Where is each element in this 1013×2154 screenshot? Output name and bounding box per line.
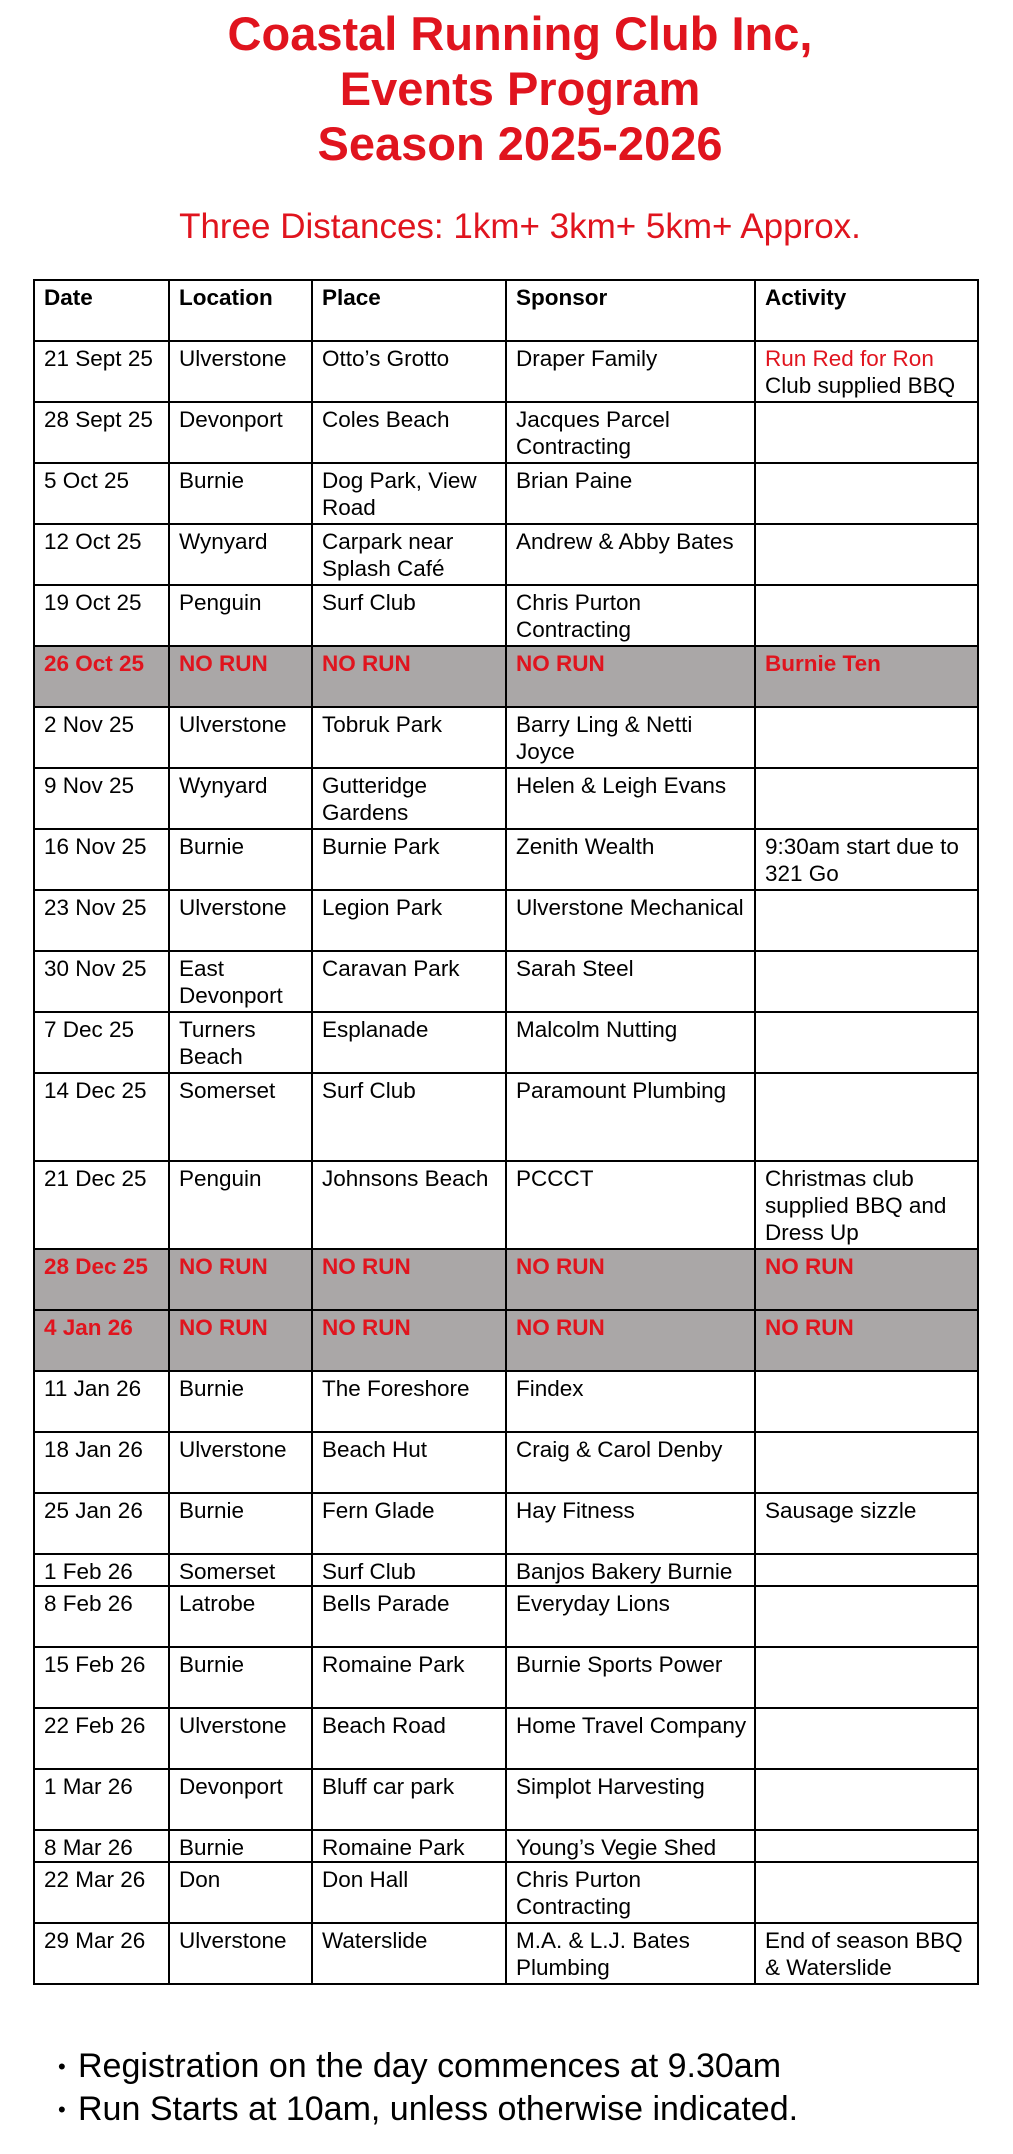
- cell-place: Legion Park: [312, 890, 506, 951]
- cell-activity: [755, 1586, 978, 1647]
- cell-place: Surf Club: [312, 585, 506, 646]
- cell-sponsor: PCCCT: [506, 1161, 755, 1249]
- cell-place: Caravan Park: [312, 951, 506, 1012]
- table-row: [34, 1432, 978, 1493]
- table-row: [34, 341, 978, 402]
- cell-sponsor: Helen & Leigh Evans: [506, 768, 755, 829]
- cell-place: Beach Road: [312, 1708, 506, 1769]
- cell-activity: [755, 585, 978, 646]
- table-row: [34, 1310, 978, 1371]
- table-row: [34, 1830, 978, 1862]
- table-row: [34, 1371, 978, 1432]
- cell-place: NO RUN: [312, 646, 506, 707]
- cell-place: Otto’s Grotto: [312, 341, 506, 402]
- cell-date: 2 Nov 25: [34, 707, 169, 768]
- cell-activity: [755, 1830, 978, 1862]
- table-row: [34, 768, 978, 829]
- cell-date: 21 Dec 25: [34, 1161, 169, 1249]
- cell-date: 30 Nov 25: [34, 951, 169, 1012]
- table-row: [34, 1708, 978, 1769]
- table-row: [34, 1647, 978, 1708]
- cell-date: 8 Mar 26: [34, 1830, 169, 1862]
- cell-location: Ulverstone: [169, 890, 312, 951]
- events-table: [33, 279, 979, 1985]
- cell-activity: 9:30am start due to 321 Go: [755, 829, 978, 890]
- table-row: [34, 890, 978, 951]
- table-row: [34, 1073, 978, 1161]
- cell-sponsor: Ulverstone Mechanical: [506, 890, 755, 951]
- cell-sponsor: NO RUN: [506, 646, 755, 707]
- table-row: [34, 1862, 978, 1923]
- cell-sponsor: M.A. & L.J. Bates Plumbing: [506, 1923, 755, 1984]
- cell-activity: [755, 1432, 978, 1493]
- cell-activity: [755, 1769, 978, 1830]
- cell-location: Penguin: [169, 585, 312, 646]
- cell-place: Carpark near Splash Café: [312, 524, 506, 585]
- list-item: [58, 2045, 798, 2088]
- column-header-location: Location: [169, 280, 312, 341]
- note-start-time: Run Starts at 10am, unless otherwise indicated.: [78, 2090, 799, 2128]
- cell-date: 5 Oct 25: [34, 463, 169, 524]
- cell-location: Ulverstone: [169, 707, 312, 768]
- cell-location: Don: [169, 1862, 312, 1923]
- cell-place: NO RUN: [312, 1249, 506, 1310]
- column-header-activity: Activity: [755, 280, 978, 341]
- cell-activity: Christmas club supplied BBQ and Dress Up: [755, 1161, 978, 1249]
- cell-sponsor: Malcolm Nutting: [506, 1012, 755, 1073]
- table-row: [34, 829, 978, 890]
- table-row: [34, 1249, 978, 1310]
- cell-sponsor: NO RUN: [506, 1249, 755, 1310]
- distances-subtitle: Three Distances: 1km+ 3km+ 5km+ Approx.: [179, 207, 861, 246]
- cell-location: Burnie: [169, 1493, 312, 1554]
- cell-date: 26 Oct 25: [34, 646, 169, 707]
- cell-location: NO RUN: [169, 1310, 312, 1371]
- cell-activity: [755, 1647, 978, 1708]
- cell-date: 28 Dec 25: [34, 1249, 169, 1310]
- cell-activity: [755, 1012, 978, 1073]
- cell-place: Romaine Park: [312, 1647, 506, 1708]
- list-item: [58, 2088, 798, 2131]
- table-row: [34, 707, 978, 768]
- cell-place: Don Hall: [312, 1862, 506, 1923]
- title-line-2: Events Program: [339, 62, 701, 115]
- note-registration: Registration on the day commences at 9.30am: [78, 2047, 782, 2085]
- cell-activity: [755, 1862, 978, 1923]
- cell-date: 1 Mar 26: [34, 1769, 169, 1830]
- cell-sponsor: Chris Purton Contracting: [506, 1862, 755, 1923]
- cell-activity: [755, 1073, 978, 1161]
- table-row: [34, 951, 978, 1012]
- cell-activity: NO RUN: [755, 1249, 978, 1310]
- cell-activity: [755, 1371, 978, 1432]
- cell-location: Wynyard: [169, 768, 312, 829]
- cell-activity: [755, 524, 978, 585]
- cell-place: Beach Hut: [312, 1432, 506, 1493]
- cell-date: 11 Jan 26: [34, 1371, 169, 1432]
- cell-location: Burnie: [169, 463, 312, 524]
- cell-date: 19 Oct 25: [34, 585, 169, 646]
- cell-activity: Sausage sizzle: [755, 1493, 978, 1554]
- cell-date: 22 Mar 26: [34, 1862, 169, 1923]
- cell-date: 7 Dec 25: [34, 1012, 169, 1073]
- table-row: [34, 1012, 978, 1073]
- cell-place: Romaine Park: [312, 1830, 506, 1862]
- cell-location: Penguin: [169, 1161, 312, 1249]
- cell-activity: [755, 341, 978, 402]
- cell-date: 22 Feb 26: [34, 1708, 169, 1769]
- cell-date: 8 Feb 26: [34, 1586, 169, 1647]
- cell-date: 14 Dec 25: [34, 1073, 169, 1161]
- cell-location: Ulverstone: [169, 1432, 312, 1493]
- cell-location: Latrobe: [169, 1586, 312, 1647]
- table-row: [34, 1493, 978, 1554]
- column-header-date: Date: [34, 280, 169, 341]
- cell-date: 9 Nov 25: [34, 768, 169, 829]
- cell-sponsor: Barry Ling & Netti Joyce: [506, 707, 755, 768]
- cell-place: The Foreshore: [312, 1371, 506, 1432]
- cell-activity: [755, 1708, 978, 1769]
- cell-sponsor: Zenith Wealth: [506, 829, 755, 890]
- table-row: [34, 1554, 978, 1586]
- cell-location: East Devonport: [169, 951, 312, 1012]
- cell-sponsor: Everyday Lions: [506, 1586, 755, 1647]
- table-row: [34, 646, 978, 707]
- cell-date: 15 Feb 26: [34, 1647, 169, 1708]
- cell-place: Johnsons Beach: [312, 1161, 506, 1249]
- cell-sponsor: Hay Fitness: [506, 1493, 755, 1554]
- table-row: [34, 524, 978, 585]
- notes-list: [58, 2045, 798, 2131]
- cell-place: Fern Glade: [312, 1493, 506, 1554]
- cell-location: Somerset: [169, 1073, 312, 1161]
- cell-date: 21 Sept 25: [34, 341, 169, 402]
- page-title: [0, 6, 1013, 171]
- cell-place: Bluff car park: [312, 1769, 506, 1830]
- bullet-icon: •: [58, 2054, 66, 2079]
- cell-activity: [755, 951, 978, 1012]
- cell-place: Dog Park, View Road: [312, 463, 506, 524]
- cell-sponsor: Findex: [506, 1371, 755, 1432]
- cell-location: Devonport: [169, 1769, 312, 1830]
- cell-sponsor: Craig & Carol Denby: [506, 1432, 755, 1493]
- cell-location: Burnie: [169, 1371, 312, 1432]
- cell-sponsor: Home Travel Company: [506, 1708, 755, 1769]
- cell-date: 4 Jan 26: [34, 1310, 169, 1371]
- cell-location: Burnie: [169, 1830, 312, 1862]
- cell-location: NO RUN: [169, 646, 312, 707]
- cell-sponsor: Andrew & Abby Bates: [506, 524, 755, 585]
- cell-location: Burnie: [169, 829, 312, 890]
- cell-place: Tobruk Park: [312, 707, 506, 768]
- table-row: [34, 402, 978, 463]
- title-line-1: Coastal Running Club Inc,: [227, 7, 813, 60]
- cell-activity: End of season BBQ & Waterslide: [755, 1923, 978, 1984]
- cell-date: 16 Nov 25: [34, 829, 169, 890]
- activity-text: Club supplied BBQ: [765, 373, 956, 398]
- cell-activity: [755, 1554, 978, 1586]
- cell-date: 1 Feb 26: [34, 1554, 169, 1586]
- cell-sponsor: Burnie Sports Power: [506, 1647, 755, 1708]
- cell-date: 23 Nov 25: [34, 890, 169, 951]
- cell-sponsor: Paramount Plumbing: [506, 1073, 755, 1161]
- cell-place: Waterslide: [312, 1923, 506, 1984]
- column-header-sponsor: Sponsor: [506, 280, 755, 341]
- cell-date: 28 Sept 25: [34, 402, 169, 463]
- cell-sponsor: Chris Purton Contracting: [506, 585, 755, 646]
- table-header-row: [34, 280, 978, 341]
- cell-activity: [755, 402, 978, 463]
- cell-date: 29 Mar 26: [34, 1923, 169, 1984]
- cell-sponsor: Brian Paine: [506, 463, 755, 524]
- cell-sponsor: Simplot Harvesting: [506, 1769, 755, 1830]
- cell-location: Burnie: [169, 1647, 312, 1708]
- activity-highlight: Run Red for Ron: [765, 346, 934, 371]
- cell-date: 18 Jan 26: [34, 1432, 169, 1493]
- table-row: [34, 585, 978, 646]
- cell-sponsor: Banjos Bakery Burnie: [506, 1554, 755, 1586]
- cell-activity: [755, 463, 978, 524]
- cell-activity: Burnie Ten: [755, 646, 978, 707]
- cell-location: NO RUN: [169, 1249, 312, 1310]
- cell-date: 25 Jan 26: [34, 1493, 169, 1554]
- column-header-place: Place: [312, 280, 506, 341]
- cell-date: 12 Oct 25: [34, 524, 169, 585]
- table-row: [34, 1769, 978, 1830]
- cell-activity: NO RUN: [755, 1310, 978, 1371]
- cell-sponsor: Sarah Steel: [506, 951, 755, 1012]
- table-row: [34, 1923, 978, 1984]
- cell-location: Turners Beach: [169, 1012, 312, 1073]
- cell-location: Somerset: [169, 1554, 312, 1586]
- cell-place: Esplanade: [312, 1012, 506, 1073]
- cell-sponsor: NO RUN: [506, 1310, 755, 1371]
- cell-sponsor: Young’s Vegie Shed: [506, 1830, 755, 1862]
- cell-location: Ulverstone: [169, 341, 312, 402]
- table-row: [34, 463, 978, 524]
- cell-location: Devonport: [169, 402, 312, 463]
- cell-sponsor: Draper Family: [506, 341, 755, 402]
- title-line-3: Season 2025-2026: [317, 117, 723, 170]
- bullet-icon: •: [58, 2097, 66, 2122]
- table-row: [34, 1586, 978, 1647]
- table-row: [34, 1161, 978, 1249]
- cell-place: Coles Beach: [312, 402, 506, 463]
- cell-place: Surf Club: [312, 1554, 506, 1586]
- cell-place: Gutteridge Gardens: [312, 768, 506, 829]
- cell-sponsor: Jacques Parcel Contracting: [506, 402, 755, 463]
- cell-location: Ulverstone: [169, 1708, 312, 1769]
- cell-location: Ulverstone: [169, 1923, 312, 1984]
- cell-place: Bells Parade: [312, 1586, 506, 1647]
- cell-place: Surf Club: [312, 1073, 506, 1161]
- cell-activity: [755, 707, 978, 768]
- cell-activity: [755, 768, 978, 829]
- cell-place: NO RUN: [312, 1310, 506, 1371]
- cell-activity: [755, 890, 978, 951]
- cell-location: Wynyard: [169, 524, 312, 585]
- cell-place: Burnie Park: [312, 829, 506, 890]
